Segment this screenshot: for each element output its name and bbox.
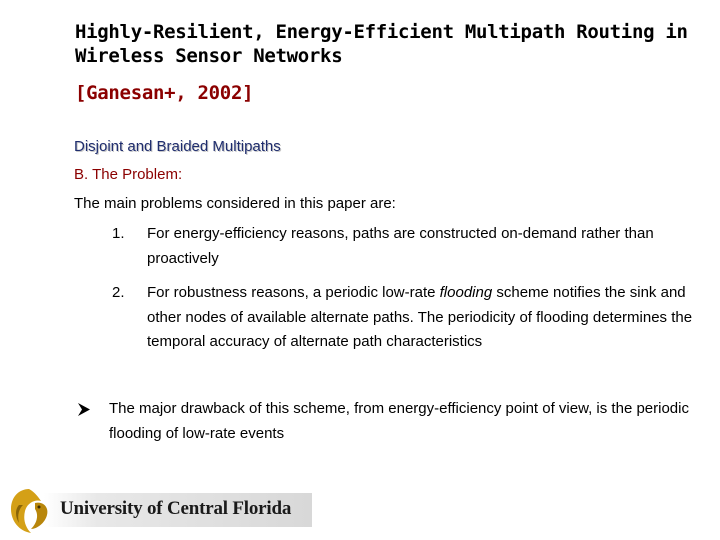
intro-text: The main problems considered in this paper are: (74, 195, 396, 212)
list-item-text-start: For robustness reasons, a periodic low-rate (147, 284, 440, 301)
slide-subtitle: Disjoint and Braided Multipaths (74, 138, 281, 155)
arrow-bullet-icon (77, 401, 91, 426)
list-item (74, 222, 704, 271)
section-heading: B. The Problem: (74, 166, 183, 183)
list-item (74, 281, 704, 355)
bullet-text: The major drawback of this scheme, from energy-efficiency point of view, is the periodic flooding of low-rate events (109, 400, 689, 442)
list-item-text: For energy-efficiency reasons, paths are constructed on-demand rather than proactively (147, 225, 654, 267)
problem-list (74, 222, 704, 365)
list-number: 2. (112, 284, 125, 301)
citation: [Ganesan+, 2002] (75, 82, 254, 104)
drawback-bullet (74, 397, 694, 446)
flooding-emphasis: flooding (439, 284, 493, 301)
footer (0, 485, 720, 540)
pegasus-logo-icon (5, 485, 53, 537)
list-item-text-end: scheme notifies the sink and other nodes of available alternate paths. The periodicity of flooding determines the temporal accuracy of alternate path characteristics (147, 284, 693, 350)
university-name: University of Central Florida (60, 498, 292, 519)
list-number: 1. (112, 225, 125, 242)
slide-title: Highly-Resilient, Energy-Efficient Multipath Routing in Wireless Sensor Networks (75, 21, 688, 67)
